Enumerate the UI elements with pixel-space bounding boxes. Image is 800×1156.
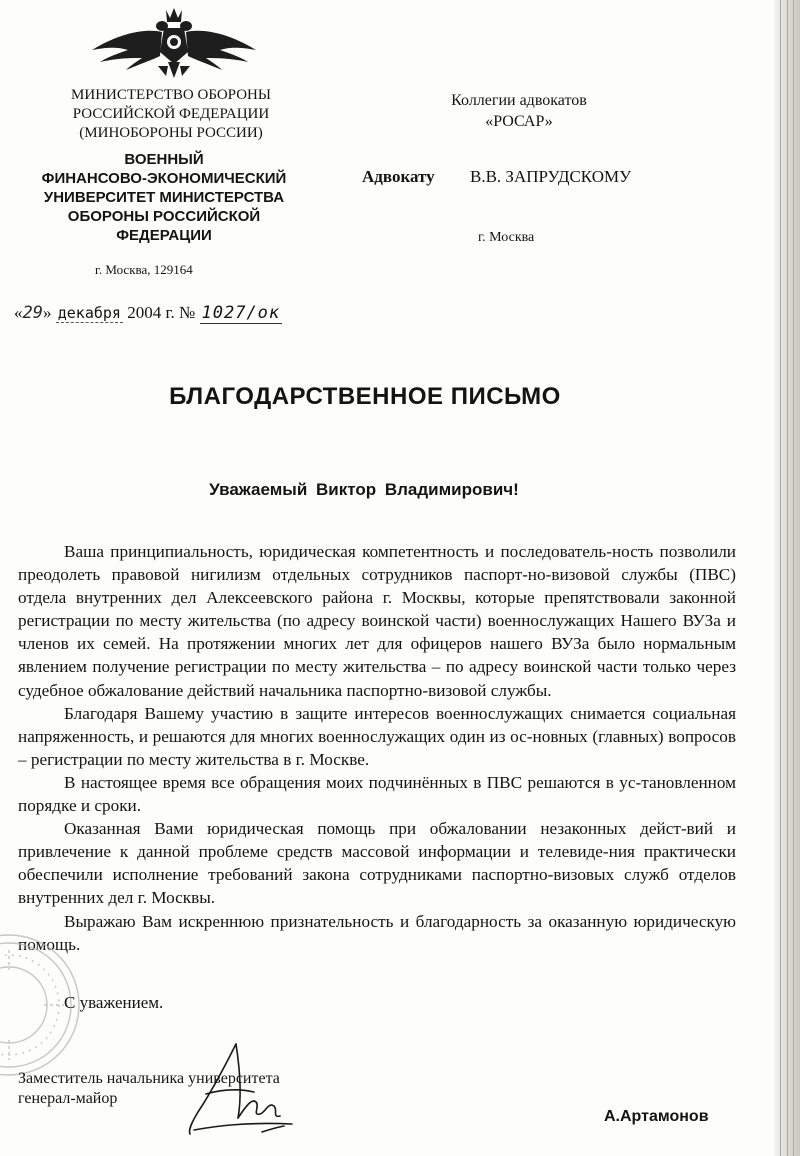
recipient-org-line: «РОСАР» xyxy=(485,113,553,130)
ministry-line: (МИНОБОРОНЫ РОССИИ) xyxy=(79,125,263,141)
recipient-name: В.В. ЗАПРУДСКОМУ xyxy=(470,167,632,186)
date-year: 2004 г. xyxy=(127,303,175,322)
sender-city: г. Москва, 129164 xyxy=(95,262,193,277)
document-number: 1027/ок xyxy=(201,303,281,323)
body-paragraph: Ваша принципиальность, юридическая компетентность и последователь-ность позволили преодолеть правовой нигилизм отдельных сотрудников паспорт-но-визовой службы (ПВС) отдела внутренних дел Алексеевского района г. Москвы, которые препятствовали законной регистрации по месту жительства (по адресу воинской части) военнослужащих Нашего ВУЗа и членов их семей. На протяжении многих лет для офицеров нашего ВУЗа было нормальным явлением получение регистрации по месту жительства – по адресу воинской части только через судебное обжалование действий начальника паспортно-визовой службы. xyxy=(18,542,736,700)
signer-position-line: генерал-майор xyxy=(18,1090,118,1107)
university-line: УНИВЕРСИТЕТ МИНИСТЕРСТВА xyxy=(43,189,285,206)
date-open-quote: « xyxy=(14,303,23,322)
date-close-quote: » xyxy=(42,303,52,322)
university-name xyxy=(10,150,318,245)
recipient-city: г. Москва xyxy=(478,230,535,245)
paper-edge xyxy=(774,0,800,1156)
signer-name: А.Артамонов xyxy=(604,1108,709,1125)
document-title: БЛАГОДАРСТВЕННОЕ ПИСЬМО xyxy=(169,383,561,410)
signer-position-line: Заместитель начальника университета xyxy=(18,1070,280,1087)
double-headed-eagle-icon xyxy=(88,6,260,82)
ministry-line: МИНИСТЕРСТВО ОБОРОНЫ xyxy=(71,87,271,103)
date-month: декабря xyxy=(57,304,121,322)
university-line: ФИНАНСОВО-ЭКОНОМИЧЕСКИЙ xyxy=(41,170,287,187)
recipient-label: Адвокату xyxy=(362,167,435,186)
recipient-organization xyxy=(406,90,632,132)
date-day: 29 xyxy=(22,303,43,323)
edge-line xyxy=(780,0,781,1156)
body-paragraph: Оказанная Вами юридическая помощь при обжаловании незаконных дейст-вий и привлечение к данной проблеме средств массовой информации и телевиде-ния практически обеспечили исполнение требований закона сотрудниками паспортно-визовых служб отделов внутренних дел г. Москвы. xyxy=(18,819,736,908)
edge-line xyxy=(787,0,788,1156)
date-line xyxy=(14,303,282,323)
body-paragraph: Благодаря Вашему участию в защите интересов военнослужащих снимается социальная напряженность, и решаются для многих военнослужащих один из ос-новных (главных) вопросов – регистрации по месту жительства в г. Москве. xyxy=(18,703,736,769)
salutation: Уважаемый Виктор Владимирович! xyxy=(209,480,519,499)
ministry-name xyxy=(40,86,302,143)
closing-phrase: С уважением. xyxy=(64,993,164,1012)
recipient-org-line: Коллегии адвокатов xyxy=(451,92,587,109)
handwritten-signature-icon xyxy=(176,1040,296,1140)
university-line: ОБОРОНЫ РОССИЙСКОЙ xyxy=(67,208,261,225)
number-sign: № xyxy=(179,303,196,322)
body-paragraph: Выражаю Вам искреннюю признательность и благодарность за оказанную юридическую помощь. xyxy=(18,911,736,954)
letter-body xyxy=(18,540,736,956)
body-paragraph: В настоящее время все обращения моих подчинённых в ПВС решаются в ус-тановленном порядке и сроки. xyxy=(18,772,736,816)
ministry-line: РОССИЙСКОЙ ФЕДЕРАЦИИ xyxy=(72,106,270,122)
university-line: ВОЕННЫЙ xyxy=(124,151,204,168)
university-line: ФЕДЕРАЦИИ xyxy=(116,227,212,244)
edge-line xyxy=(793,0,794,1156)
